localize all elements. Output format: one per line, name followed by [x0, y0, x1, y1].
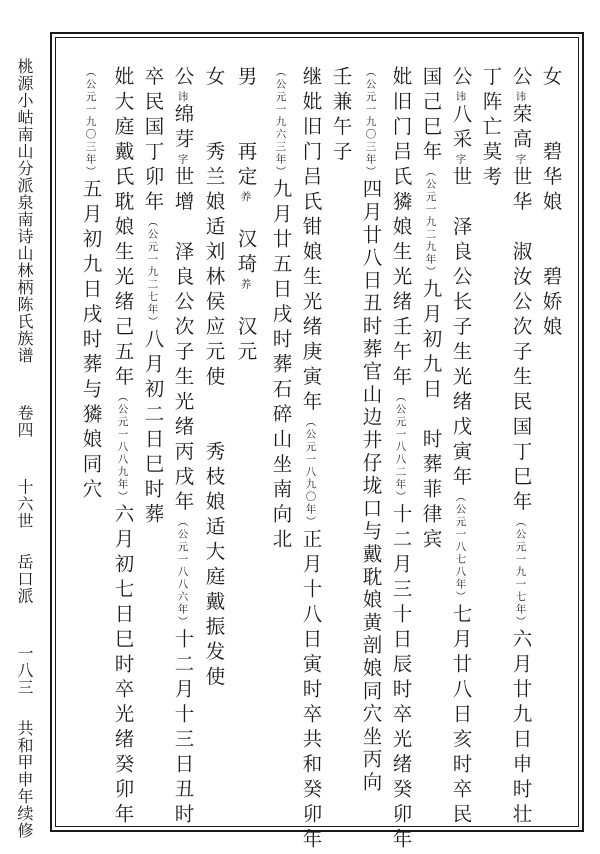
- column-rest: 六月廿九日申时壮: [509, 628, 533, 829]
- column-text: 妣大庭戴氏耽娘生光绪己五年: [111, 66, 135, 391]
- column-rest: 正月十八日寅时卒共和癸卯年: [299, 528, 323, 854]
- gregorian-year: （公元一九二九年）: [424, 166, 437, 279]
- text-column: [203, 66, 224, 691]
- column-rest: 六月初七日巳时卒光绪癸卯年: [111, 503, 135, 829]
- zi-label: 字: [176, 153, 189, 166]
- zi-label: 字: [454, 153, 467, 166]
- column-text: 淑汝公次子生民国丁巳年: [509, 241, 533, 516]
- column-rest: 九月廿五日戌时葬石碎山坐南向北: [269, 178, 293, 554]
- column-text: 女 碧华娘: [539, 66, 563, 216]
- courtesy-name: 世: [449, 166, 473, 191]
- courtesy-name: 世华: [509, 166, 533, 216]
- generation-label: 十六世: [15, 478, 34, 530]
- text-column: [270, 66, 291, 554]
- adopted-mark: 养: [239, 191, 252, 204]
- text-column: [172, 66, 193, 829]
- column-mid: 汉琦: [234, 203, 258, 279]
- book-title: 桃源小岵南山分派泉南诗山林柄陈氏族谱: [15, 58, 34, 364]
- column-text: 泽良公长子生光绪戊寅年: [449, 216, 473, 491]
- gregorian-year: （公元一八八二年）: [394, 391, 407, 504]
- hui-label: 讳: [454, 91, 467, 104]
- text-column: [390, 66, 411, 854]
- adopted-mark: 养: [239, 278, 252, 291]
- column-text: 国己巳年: [419, 66, 443, 166]
- gregorian-year: （公元一九〇三年）: [364, 66, 377, 179]
- text-column: [450, 66, 471, 829]
- gregorian-year: （公元一八八六年）: [176, 516, 189, 629]
- hui-label: 讳: [514, 91, 527, 104]
- text-column: [300, 66, 321, 854]
- person-name: 八采: [449, 103, 473, 154]
- column-rest: 八月初二日巳时葬: [141, 328, 165, 529]
- column-tail: 汉元: [234, 291, 258, 366]
- column-rest: 九月初九日 时葬菲律宾: [419, 278, 443, 554]
- text-column: [420, 66, 441, 554]
- gregorian-year: （公元一八七八年）: [454, 491, 467, 604]
- gregorian-year: （公元一九二七年）: [146, 216, 159, 329]
- text-column: [112, 66, 133, 829]
- edition-label: 共和甲申年续修: [15, 719, 34, 839]
- column-text: 泽良公次子生光绪丙戌年: [171, 241, 195, 516]
- column-tail: 碧娇娘: [539, 216, 563, 341]
- page-number: 一八三: [15, 644, 34, 696]
- branch-label: 岳口派: [15, 553, 34, 605]
- column-rest: 十二月十三日丑时: [171, 628, 195, 829]
- text-column: [142, 66, 163, 529]
- gong-label: 公: [509, 66, 533, 91]
- column-text: 妣旧门吕氏獜娘生光绪壬午年: [389, 66, 413, 391]
- text-column: [480, 66, 501, 191]
- gregorian-year: （公元一九六三年）: [274, 66, 287, 179]
- column-text: 继妣旧门吕氏钳娘生光绪庚寅年: [299, 66, 323, 416]
- text-column: [80, 66, 101, 504]
- column-text: 壬兼午子: [329, 66, 353, 166]
- margin-book-title: [14, 58, 36, 839]
- text-column: [235, 66, 256, 366]
- gregorian-year: （公元一八九〇年）: [304, 416, 317, 529]
- hui-label: 讳: [176, 91, 189, 104]
- person-name: 绵芽: [171, 103, 195, 154]
- gregorian-year: （公元一九〇三年）: [84, 66, 97, 179]
- column-rest: 十二月三十日辰时卒光绪癸卯年: [389, 503, 413, 854]
- column-rest: 五月初九日戌时葬与獜娘同穴: [79, 178, 103, 504]
- column-rest: 七月廿八日亥时卒民: [449, 603, 473, 829]
- zi-label: 字: [514, 153, 527, 166]
- courtesy-name: 世增: [171, 166, 195, 216]
- column-text: 女 秀兰娘适刘林侯应元使 秀枝娘适大庭戴振发使: [202, 66, 226, 691]
- text-column: [360, 66, 381, 794]
- gregorian-year: （公元一八八九年）: [116, 391, 129, 504]
- text-column: [330, 66, 351, 166]
- column-text: 男 再定: [234, 66, 258, 191]
- column-text: 卒民国丁卯年: [141, 66, 165, 216]
- gong-label: 公: [171, 66, 195, 91]
- gregorian-year: （公元一九一七年）: [514, 516, 527, 629]
- volume-label: 卷四: [15, 404, 34, 439]
- text-column: [510, 66, 531, 829]
- gong-label: 公: [449, 66, 473, 91]
- column-rest: 四月廿八日丑时葬官山边井仔垅口与戴耽娘黄剖娘同穴坐丙向: [359, 178, 383, 795]
- column-text: 丁阵亡莫考: [479, 66, 503, 191]
- text-column: [540, 66, 561, 341]
- person-name: 荣高: [509, 103, 533, 154]
